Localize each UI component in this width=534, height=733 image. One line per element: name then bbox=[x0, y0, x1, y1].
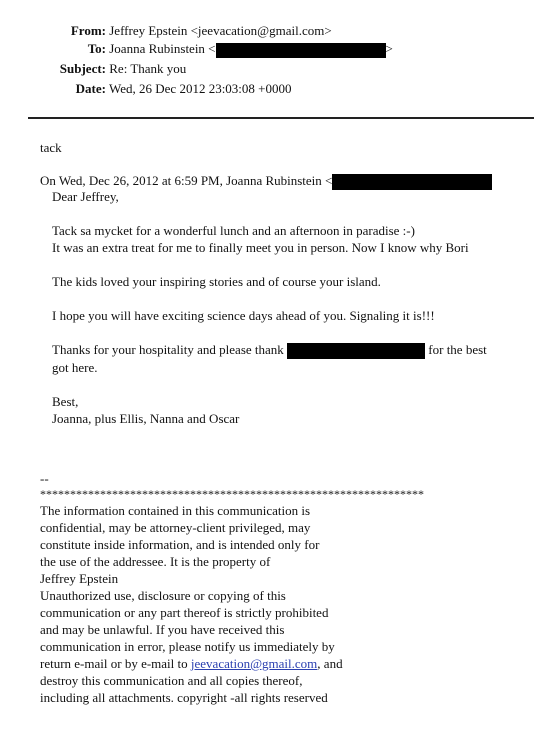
line-after: , and bbox=[317, 656, 343, 671]
to-label: To: bbox=[87, 41, 106, 56]
paragraph-4-line-2: got here. bbox=[52, 360, 98, 376]
disclaimer-line: communication or any part thereof is strictly prohibited bbox=[40, 605, 329, 620]
from-row bbox=[0, 22, 332, 39]
separator-stars: **************************************************************** bbox=[40, 487, 424, 501]
signature: Joanna, plus Ellis, Nanna and Oscar bbox=[52, 411, 240, 427]
disclaimer-line: destroy this communication and all copies thereof, bbox=[40, 673, 303, 688]
p4-before: Thanks for your hospitality and please thank bbox=[52, 342, 284, 357]
paragraph-1-line-1: Tack sa mycket for a wonderful lunch and an afternoon in paradise :-) bbox=[52, 223, 415, 238]
paragraph-1-line-2: It was an extra treat for me to finally meet you in person. Now I know why Bori bbox=[52, 240, 469, 255]
from-value: Jeffrey Epstein <jeevacation@gmail.com> bbox=[109, 23, 332, 38]
reply-text: tack bbox=[40, 140, 62, 155]
paragraph-2: The kids loved your inspiring stories and of course your island. bbox=[52, 274, 381, 289]
disclaimer-line: The information contained in this communication is bbox=[40, 503, 311, 518]
redaction-block bbox=[216, 43, 386, 58]
greeting: Dear Jeffrey, bbox=[52, 189, 119, 204]
date-row bbox=[0, 80, 292, 97]
signoff: Best, bbox=[52, 394, 79, 410]
disclaimer-line: the use of the addressee. It is the property of bbox=[40, 554, 271, 569]
line-before: return e-mail or by e-mail to bbox=[40, 656, 191, 671]
p4-after: for the best bbox=[428, 342, 487, 357]
date-value: Wed, 26 Dec 2012 23:03:08 +0000 bbox=[109, 81, 292, 96]
paragraph-3: I hope you will have exciting science days ahead of you. Signaling it is!!! bbox=[52, 308, 435, 323]
disclaimer-line: confidential, may be attorney-client privileged, may bbox=[40, 520, 311, 535]
email-link[interactable]: jeevacation@gmail.com bbox=[190, 656, 318, 671]
disclaimer bbox=[40, 502, 520, 706]
subject-row bbox=[0, 60, 186, 77]
header-divider bbox=[28, 117, 534, 119]
quote-intro-text: On Wed, Dec 26, 2012 at 6:59 PM, Joanna Rubinstein < bbox=[40, 173, 333, 188]
disclaimer-line: and may be unlawful. If you have received this bbox=[40, 622, 285, 637]
disclaimer-line: Unauthorized use, disclosure or copying of this bbox=[40, 588, 286, 603]
from-label: From: bbox=[70, 23, 106, 38]
disclaimer-line: including all attachments. copyright -all rights reserved bbox=[40, 690, 328, 705]
disclaimer-line: constitute inside information, and is intended only for bbox=[40, 537, 320, 552]
disclaimer-line: Jeffrey Epstein bbox=[40, 571, 119, 586]
quoted-message bbox=[52, 188, 534, 427]
to-row bbox=[0, 40, 393, 58]
disclaimer-line: communication in error, please notify us immediately by bbox=[40, 639, 335, 654]
subject-label: Subject: bbox=[59, 61, 106, 76]
redaction-block bbox=[287, 343, 425, 359]
to-value: Joanna Rubinstein < bbox=[109, 41, 216, 56]
paragraph-4-line-1 bbox=[52, 341, 534, 359]
disclaimer-line-email bbox=[40, 655, 520, 672]
date-label: Date: bbox=[75, 81, 106, 96]
subject-value: Re: Thank you bbox=[109, 61, 187, 76]
to-suffix: > bbox=[385, 41, 393, 56]
signature-dash: -- bbox=[40, 471, 49, 486]
